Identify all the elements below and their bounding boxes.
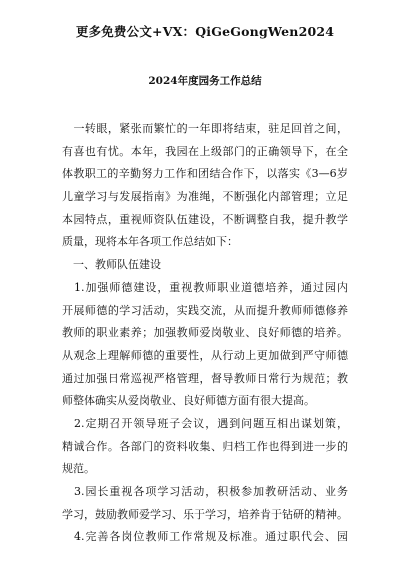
body-line: 开展师德的学习活动，实践交流，从而提升教师师德修养 [62, 303, 348, 317]
body-line: 精诚合作。各部门的资料收集、归档工作也得到进一步的 [62, 439, 348, 453]
document-title: 2024年度园务工作总结 [148, 75, 262, 87]
body-line: 本园特点，重视师资队伍建设，不断调整自我，提升教学 [62, 212, 348, 226]
promo-header: 更多免费公文+VX：QiGeGongWen2024 [75, 24, 335, 39]
body-line: 有喜也有忧。本年，我园在上级部门的正确领导下，在全 [62, 144, 348, 158]
body-line: 3.园长重视各项学习活动，积极参加教研活动、业务 [62, 485, 348, 498]
body-line: 1.加强师德建设，重视教师职业道德培养，通过园内 [62, 280, 348, 294]
body-line: 师整体确实从爱岗敬业、良好师德方面有很大提高。 [62, 394, 315, 408]
body-line: 规范。 [62, 462, 95, 476]
document-body [62, 118, 348, 549]
body-line: 学习，鼓励教师爱学习、乐于学习，培养肯于钻研的精神。 [62, 507, 348, 521]
body-line: 4.完善各岗位教师工作常规及标准。通过职代会、园 [62, 530, 348, 544]
body-line: 质量，现将本年各项工作总结如下： [62, 235, 238, 249]
body-line: 体教职工的辛勤努力工作和团结合作下，以落实《3—6岁 [62, 167, 348, 181]
body-line: 一转眼，紧张而繁忙的一年即将结束，驻足回首之间， [62, 122, 348, 135]
body-line: 从观念上理解师德的重要性，从行动上更加做到严守师德 [62, 348, 348, 362]
section-heading: 一、教师队伍建设 [62, 258, 161, 272]
body-line: 2.定期召开领导班子会议，遇到问题互相出谋划策， [62, 416, 348, 430]
body-line: 教师的职业素养；加强教师爱岗敬业、良好师德的培养。 [62, 326, 348, 340]
body-line: 儿童学习与发展指南》为准绳，不断强化内部管理；立足 [62, 190, 348, 204]
body-line: 通过加强日常巡视严格管理，督导教师日常行为规范；教 [62, 371, 348, 385]
